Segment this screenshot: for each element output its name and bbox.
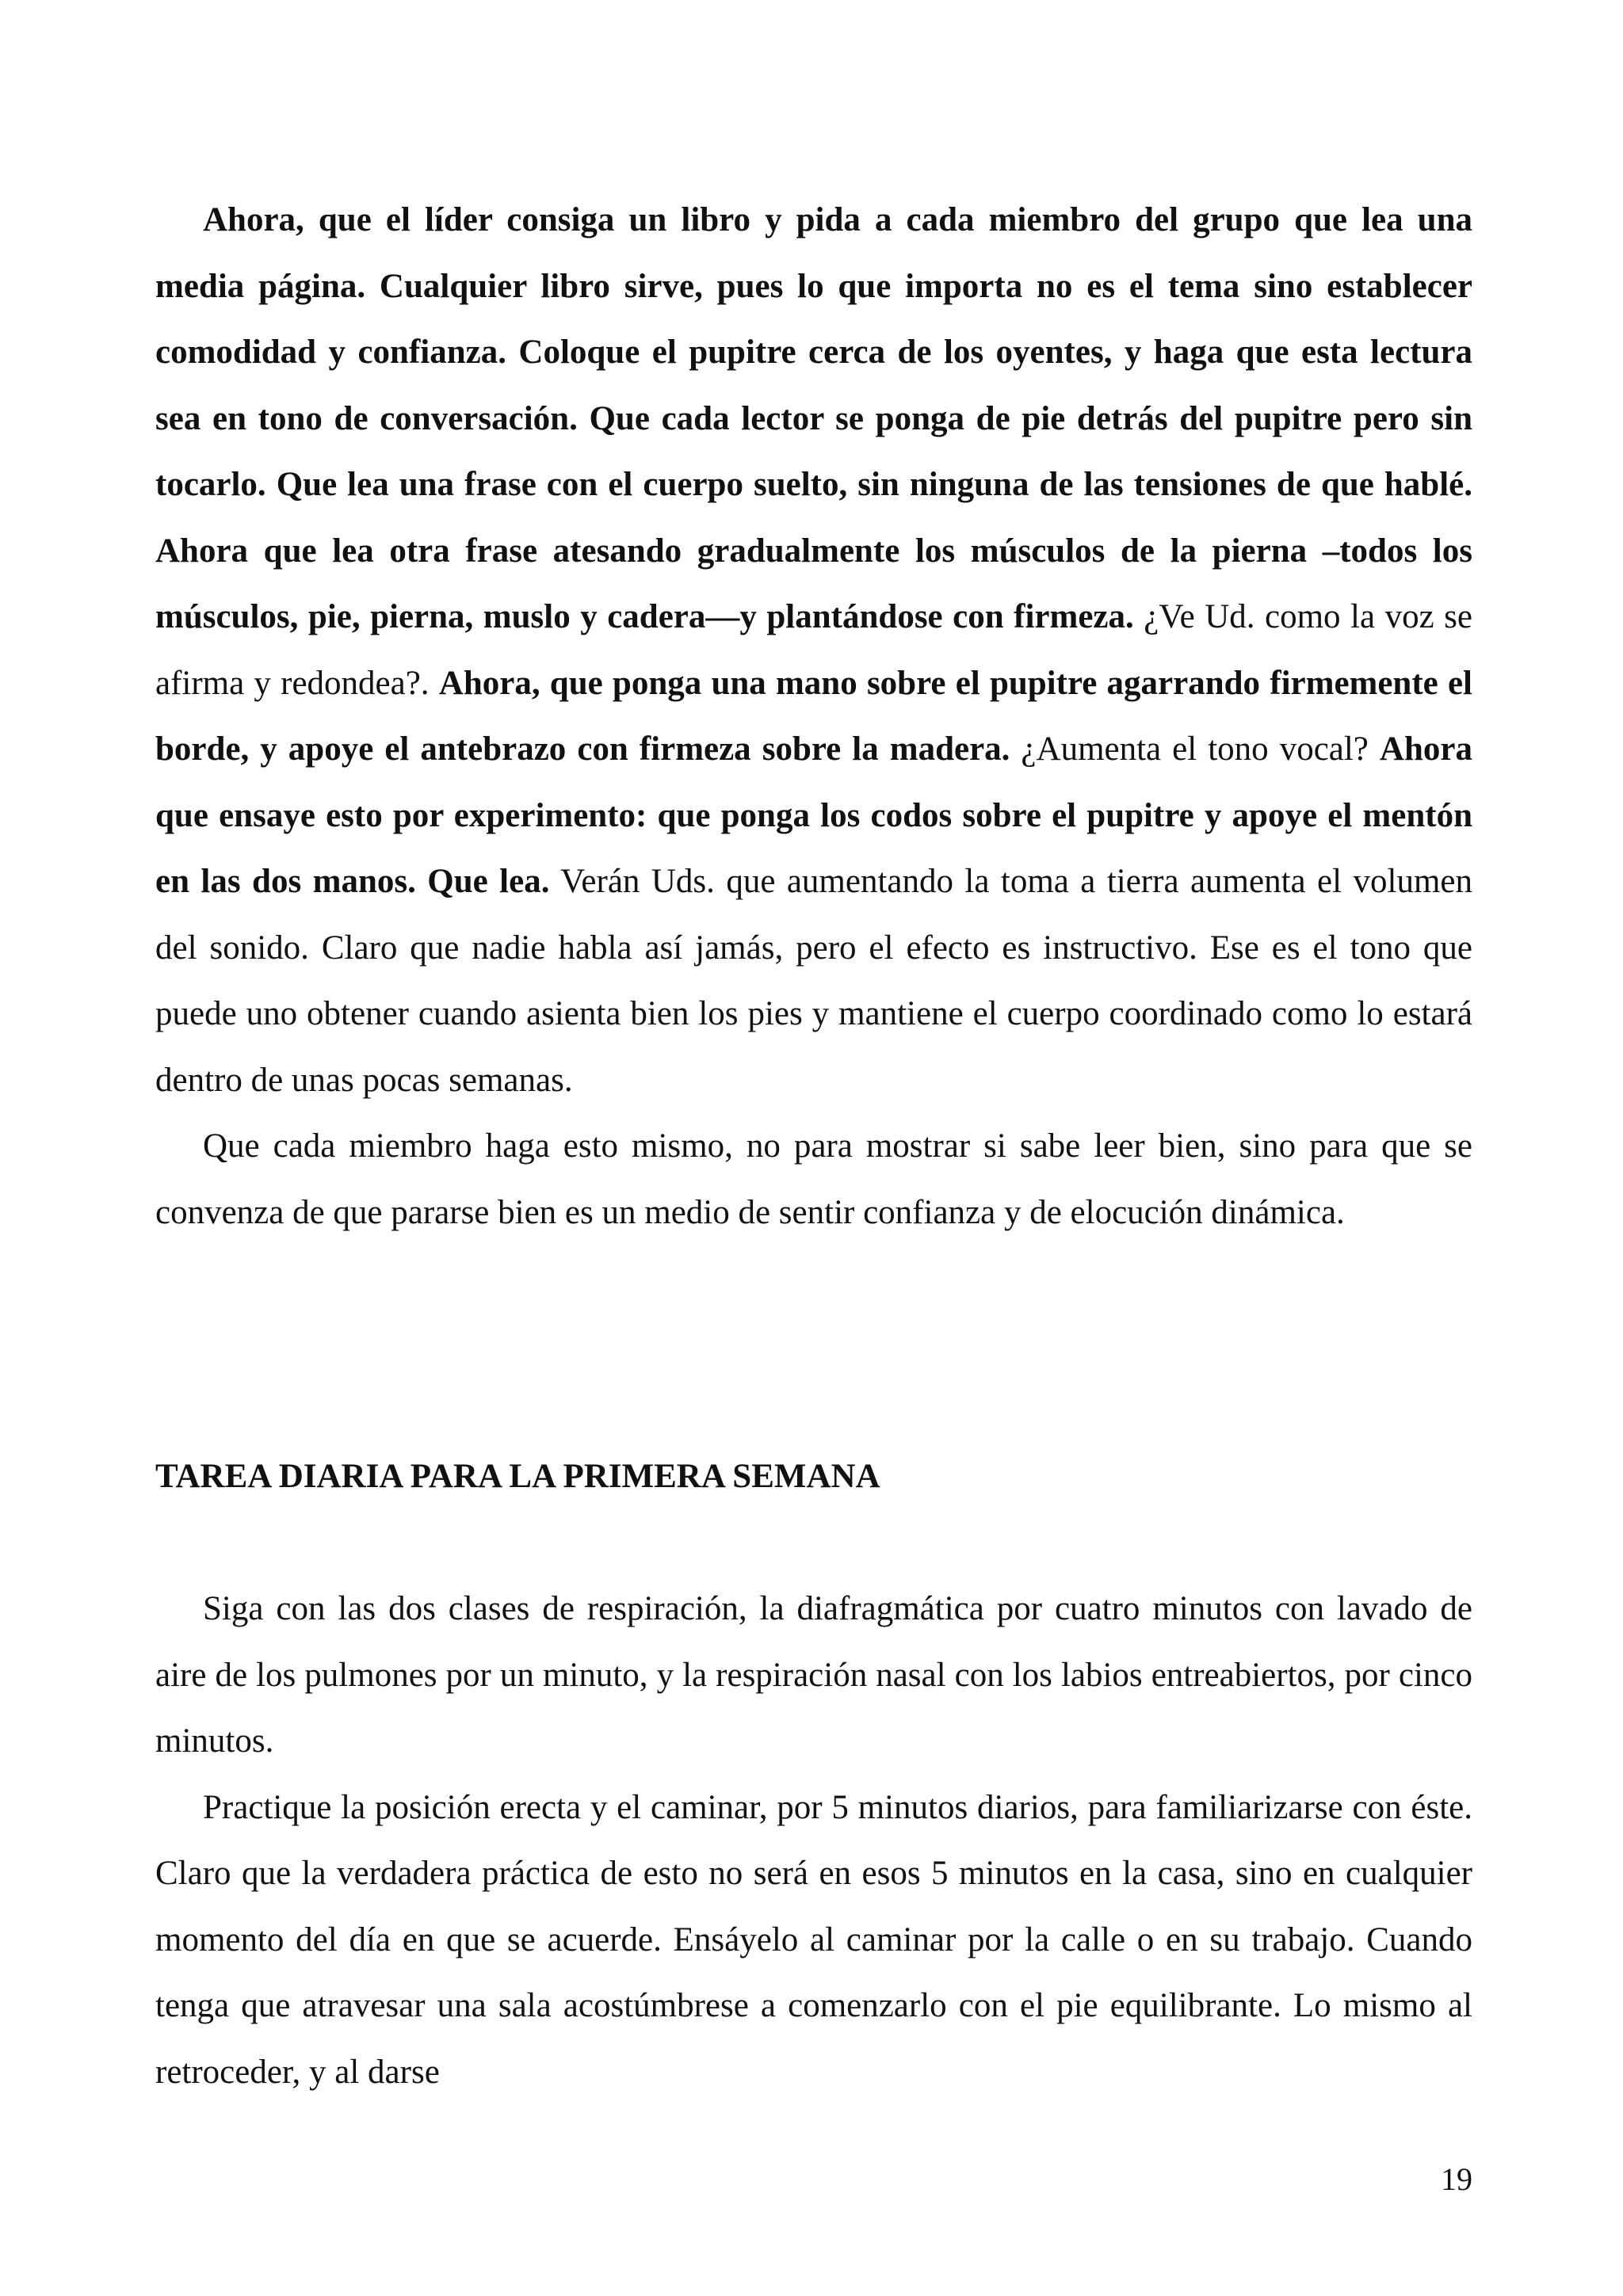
bold-instruction-1: Ahora, que el líder consiga un libro y pida a cada miembro del grupo que lea una media página. Cualquier libro sirve, pues lo que importa no es el tema sino establecer comodidad y confianza. Coloque el pupitre cerca de los oyentes, y haga que esta lectura sea en tono de conversación. Que cada lector se ponga de pie detrás del pupitre pero sin tocarlo. Que lea una frase con el cuerpo suelto, sin ninguna de las tensiones de que hablé. Ahora que lea otra frase atesando gradualmente los músculos de la pierna –todos los músculos, pie, pierna, muslo y cadera—y plantándose con firmeza. [155,201,1472,635]
body-text-top [155,187,1472,1245]
bold-instruction-2: Ahora, que ponga una mano sobre el pupitre agarrando firmemente el borde, y apoye el antebrazo con firmeza sobre la madera. [155,664,1472,768]
paragraph-breathing: Siga con las dos clases de respiración, la diafragmática por cuatro minutos con lavado de aire de los pulmones por un minuto, y la respiración nasal con los labios entreabiertos, por cinco minutos. [155,1590,1472,1760]
paragraph-each-member: Que cada miembro haga esto mismo, no para mostrar si sabe leer bien, sino para que se convenza de que pararse bien es un medio de sentir confianza y de elocución dinámica. [155,1127,1472,1231]
body-text-bottom [155,1576,1472,2105]
paragraph-posture: Practique la posición erecta y el caminar, por 5 minutos diarios, para familiarizarse con éste. Claro que la verdadera práctica de esto no será en esos 5 minutos en la casa, sino en cualquier momento del día en que se acuerde. Ensáyelo al caminar por la calle o en su trabajo. Cuando tenga que atravesar una sala acostúmbrese a comenzarlo con el pie equilibrante. Lo mismo al retroceder, y al darse [155,1788,1472,2091]
question-voice: ¿Ve Ud. como la voz se afirma y redondea?. [155,598,1473,702]
bold-instruction-3: Ahora que ensaye esto por experimento: que ponga los codos sobre el pupitre y apoye el mentón en las dos manos. Que lea. [155,730,1472,900]
explanation-text: Verán Uds. que aumentando la toma a tierra aumenta el volumen del sonido. Claro que nadie habla así jamás, pero el efecto es instructivo. Ese es el tono que puede uno obtener cuando asienta bien los pies y mantiene el cuerpo coordinado como lo estará dentro de unas pocas semanas. [155,863,1473,1099]
question-tone: ¿Aumenta el tono vocal? [1010,730,1380,768]
page-number: 19 [1441,2161,1472,2197]
paragraph-group-exercise [155,187,1472,1113]
section-heading: TAREA DIARIA PARA LA PRIMERA SEMANA [155,1458,880,1495]
